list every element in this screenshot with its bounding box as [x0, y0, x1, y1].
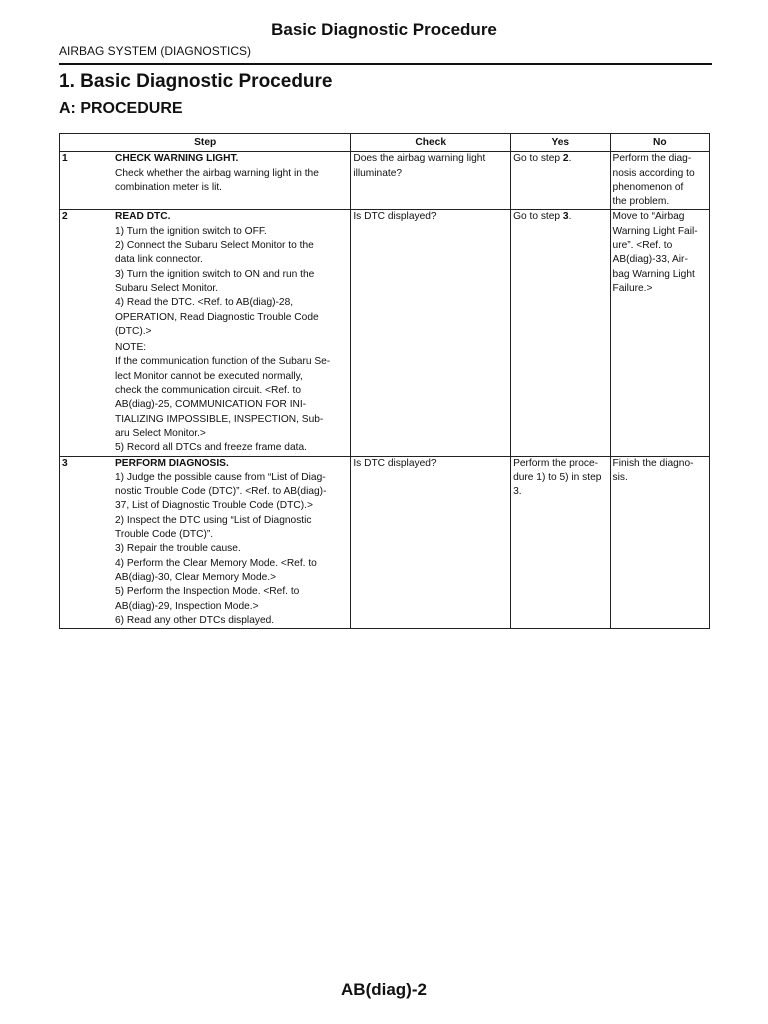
yes-text-end: . [568, 211, 572, 223]
yes-cell [511, 456, 610, 629]
step-line: OPERATION, Read Diagnostic Trouble Code [115, 311, 319, 323]
yes-step-ref: 2 [562, 153, 569, 165]
yes-step-ref: 3 [562, 211, 569, 223]
step-line: Trouble Code (DTC)”. [115, 529, 214, 541]
check-cell [351, 210, 511, 456]
yes-cell [511, 210, 610, 456]
step-line: 3) Turn the ignition switch to ON and run the [115, 268, 315, 280]
no-line: Failure.> [612, 282, 653, 294]
no-cell [610, 152, 709, 210]
step-line: 2) Connect the Subaru Select Monitor to the [115, 240, 314, 252]
no-line: sis. [612, 471, 628, 483]
page-number: AB(diag)-2 [341, 980, 427, 999]
note-line: aru Select Monitor.> [115, 427, 206, 439]
check-line: Is DTC displayed? [353, 211, 437, 223]
section-subheading: A: PROCEDURE [59, 100, 183, 117]
no-line: Warning Light Fail- [612, 225, 698, 237]
yes-line: dure 1) to 5) in step [513, 471, 602, 483]
step-line: 6) Read any other DTCs displayed. [115, 614, 275, 626]
note-line: lect Monitor cannot be executed normally, [115, 370, 303, 382]
check-line: illuminate? [353, 167, 403, 179]
header-rule [59, 63, 712, 65]
table-row [60, 210, 710, 456]
running-header-title: Basic Diagnostic Procedure [271, 20, 497, 39]
step-line: Subaru Select Monitor. [115, 282, 219, 294]
no-line: Move to “Airbag [612, 211, 685, 223]
check-cell [351, 456, 511, 629]
header-yes: Yes [511, 134, 610, 152]
step-title: CHECK WARNING LIGHT. [115, 153, 239, 165]
yes-text: Go to step [513, 211, 563, 223]
step-line: 1) Turn the ignition switch to OFF. [115, 225, 267, 237]
no-line: bag Warning Light [612, 268, 695, 280]
table-header-row [60, 134, 710, 152]
step-line: 2) Inspect the DTC using “List of Diagnostic [115, 514, 312, 526]
step-line: 4) Perform the Clear Memory Mode. <Ref. to [115, 557, 317, 569]
step-line: 1) Judge the possible cause from “List of Diag- [115, 471, 326, 483]
check-line: Does the airbag warning light [353, 153, 486, 165]
no-line: Finish the diagno- [612, 457, 694, 469]
section-heading: 1. Basic Diagnostic Procedure [59, 71, 333, 92]
no-cell [610, 210, 709, 456]
note-line: check the communication circuit. <Ref. to [115, 385, 302, 397]
no-cell [610, 456, 709, 629]
note-line: TIALIZING IMPOSSIBLE, INSPECTION, Sub- [115, 413, 324, 425]
yes-text-end: . [568, 153, 572, 165]
table-row [60, 152, 710, 210]
check-line: Is DTC displayed? [353, 457, 437, 469]
step-line: 5) Perform the Inspection Mode. <Ref. to [115, 586, 300, 598]
step-title: PERFORM DIAGNOSIS. [115, 457, 229, 469]
step-line: (DTC).> [115, 325, 152, 337]
step-number: 1 [62, 153, 68, 165]
header-no: No [610, 134, 709, 152]
step-line: 5) Record all DTCs and freeze frame data. [115, 442, 307, 454]
procedure-table [59, 133, 710, 629]
step-line: data link connector. [115, 254, 203, 266]
step-line: 4) Read the DTC. <Ref. to AB(diag)-28, [115, 297, 294, 309]
running-header-section: AIRBAG SYSTEM (DIAGNOSTICS) [59, 44, 252, 58]
yes-text: Go to step [513, 153, 563, 165]
step-number: 3 [62, 457, 68, 469]
no-line: ure”. <Ref. to [612, 240, 673, 252]
step-line: AB(diag)-30, Clear Memory Mode.> [115, 571, 277, 583]
note-line: AB(diag)-25, COMMUNICATION FOR INI- [115, 399, 307, 411]
step-line: nostic Trouble Code (DTC)”. <Ref. to AB(diag)- [115, 486, 327, 498]
check-cell [351, 152, 511, 210]
step-line: 3) Repair the trouble cause. [115, 543, 241, 555]
yes-line: Perform the proce- [513, 457, 599, 469]
yes-cell [511, 152, 610, 210]
step-line: combination meter is lit. [115, 181, 223, 193]
header-check: Check [351, 134, 511, 152]
step-cell [60, 456, 351, 629]
no-line: nosis according to [612, 167, 695, 179]
no-line: Perform the diag- [612, 153, 692, 165]
yes-line: 3. [513, 486, 522, 498]
step-line: 37, List of Diagnostic Trouble Code (DTC).> [115, 500, 313, 512]
no-line: phenomenon of [612, 181, 684, 193]
step-cell [60, 152, 351, 210]
step-number: 2 [62, 211, 68, 223]
step-line: Check whether the airbag warning light in the [115, 167, 319, 179]
no-line: the problem. [612, 196, 670, 208]
step-line: AB(diag)-29, Inspection Mode.> [115, 600, 259, 612]
table-row [60, 456, 710, 629]
header-step: Step [60, 134, 351, 152]
note-label: NOTE: [115, 342, 147, 354]
no-line: AB(diag)-33, Air- [612, 254, 688, 266]
note-line: If the communication function of the Subaru Se- [115, 356, 331, 368]
step-cell [60, 210, 351, 456]
step-title: READ DTC. [115, 211, 171, 223]
